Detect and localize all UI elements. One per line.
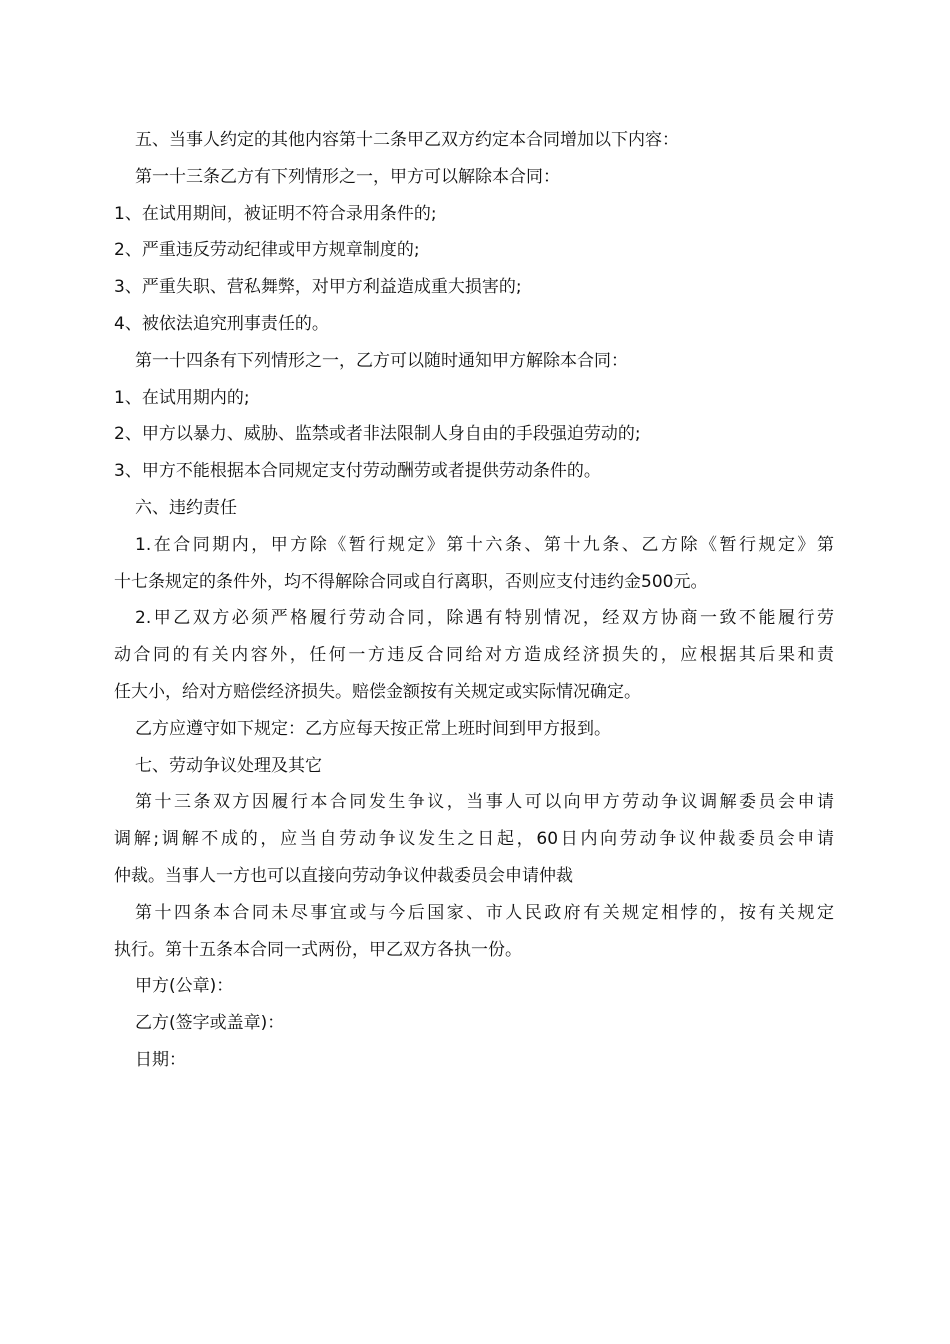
section-five-heading: 五、当事人约定的其他内容第十二条甲乙双方约定本合同增加以下内容：: [135, 130, 679, 150]
liability-clause-2-line-1: 2.甲乙双方必须严格履行劳动合同，除遇有特别情况，经双方协商一致不能履行劳: [135, 608, 834, 629]
liability-clause-1-line-1: 1.在合同期内，甲方除《暂行规定》第十六条、第十九条、乙方除《暂行规定》第: [135, 534, 834, 555]
liability-clause-2-line-3: 任大小，给对方赔偿经济损失。赔偿金额按有关规定或实际情况确定。: [114, 681, 641, 702]
liability-clause-1-line-2: 十七条规定的条件外，均不得解除合同或自行离职，否则应支付违约金500元。: [114, 571, 708, 592]
contract-body: [114, 122, 834, 1079]
article-13-intro: 第一十三条乙方有下列情形之一，甲方可以解除本合同：: [135, 166, 560, 187]
dispute-clause-line-2: 调解;调解不成的，应当自劳动争议发生之日起，60日内向劳动争议仲裁委员会申请: [114, 829, 834, 850]
article-13-item-3: 3、严重失职、营私舞弊，对甲方利益造成重大损害的;: [114, 277, 522, 298]
article-13-item-2: 2、严重违反劳动纪律或甲方规章制度的;: [114, 240, 420, 261]
section-six-heading: 六、违约责任: [135, 497, 237, 518]
article-14-intro: 第一十四条有下列情形之一，乙方可以随时通知甲方解除本合同：: [135, 350, 628, 371]
article-13-item-1: 1、在试用期间，被证明不符合录用条件的;: [114, 203, 437, 224]
date-label: 日期：: [135, 1049, 186, 1070]
dispute-clause-line-3: 仲裁。当事人一方也可以直接向劳动争议仲裁委员会申请仲裁: [114, 865, 573, 886]
party-a-seal-label: 甲方(公章)：: [135, 976, 234, 997]
party-b-signature-label: 乙方(签字或盖章)：: [135, 1013, 285, 1034]
article-14-item-3: 3、甲方不能根据本合同规定支付劳动酬劳或者提供劳动条件的。: [114, 461, 601, 482]
misc-clause-line-2: 执行。第十五条本合同一式两份，甲乙双方各执一份。: [114, 939, 522, 960]
article-13-item-4: 4、被依法追究刑事责任的。: [114, 313, 329, 334]
article-14-item-1: 1、在试用期内的;: [114, 387, 250, 408]
dispute-clause-line-1: 第十三条双方因履行本合同发生争议，当事人可以向甲方劳动争议调解委员会申请: [135, 792, 834, 813]
misc-clause-line-1: 第十四条本合同未尽事宜或与今后国家、市人民政府有关规定相悖的，按有关规定: [135, 902, 834, 923]
section-seven-heading: 七、劳动争议处理及其它: [135, 755, 322, 776]
liability-clause-2-line-2: 动合同的有关内容外，任何一方违反合同给对方造成经济损失的，应根据其后果和责: [114, 645, 834, 666]
party-b-rules: 乙方应遵守如下规定：乙方应每天按正常上班时间到甲方报到。: [135, 718, 611, 739]
article-14-item-2: 2、甲方以暴力、威胁、监禁或者非法限制人身自由的手段强迫劳动的;: [114, 424, 641, 445]
